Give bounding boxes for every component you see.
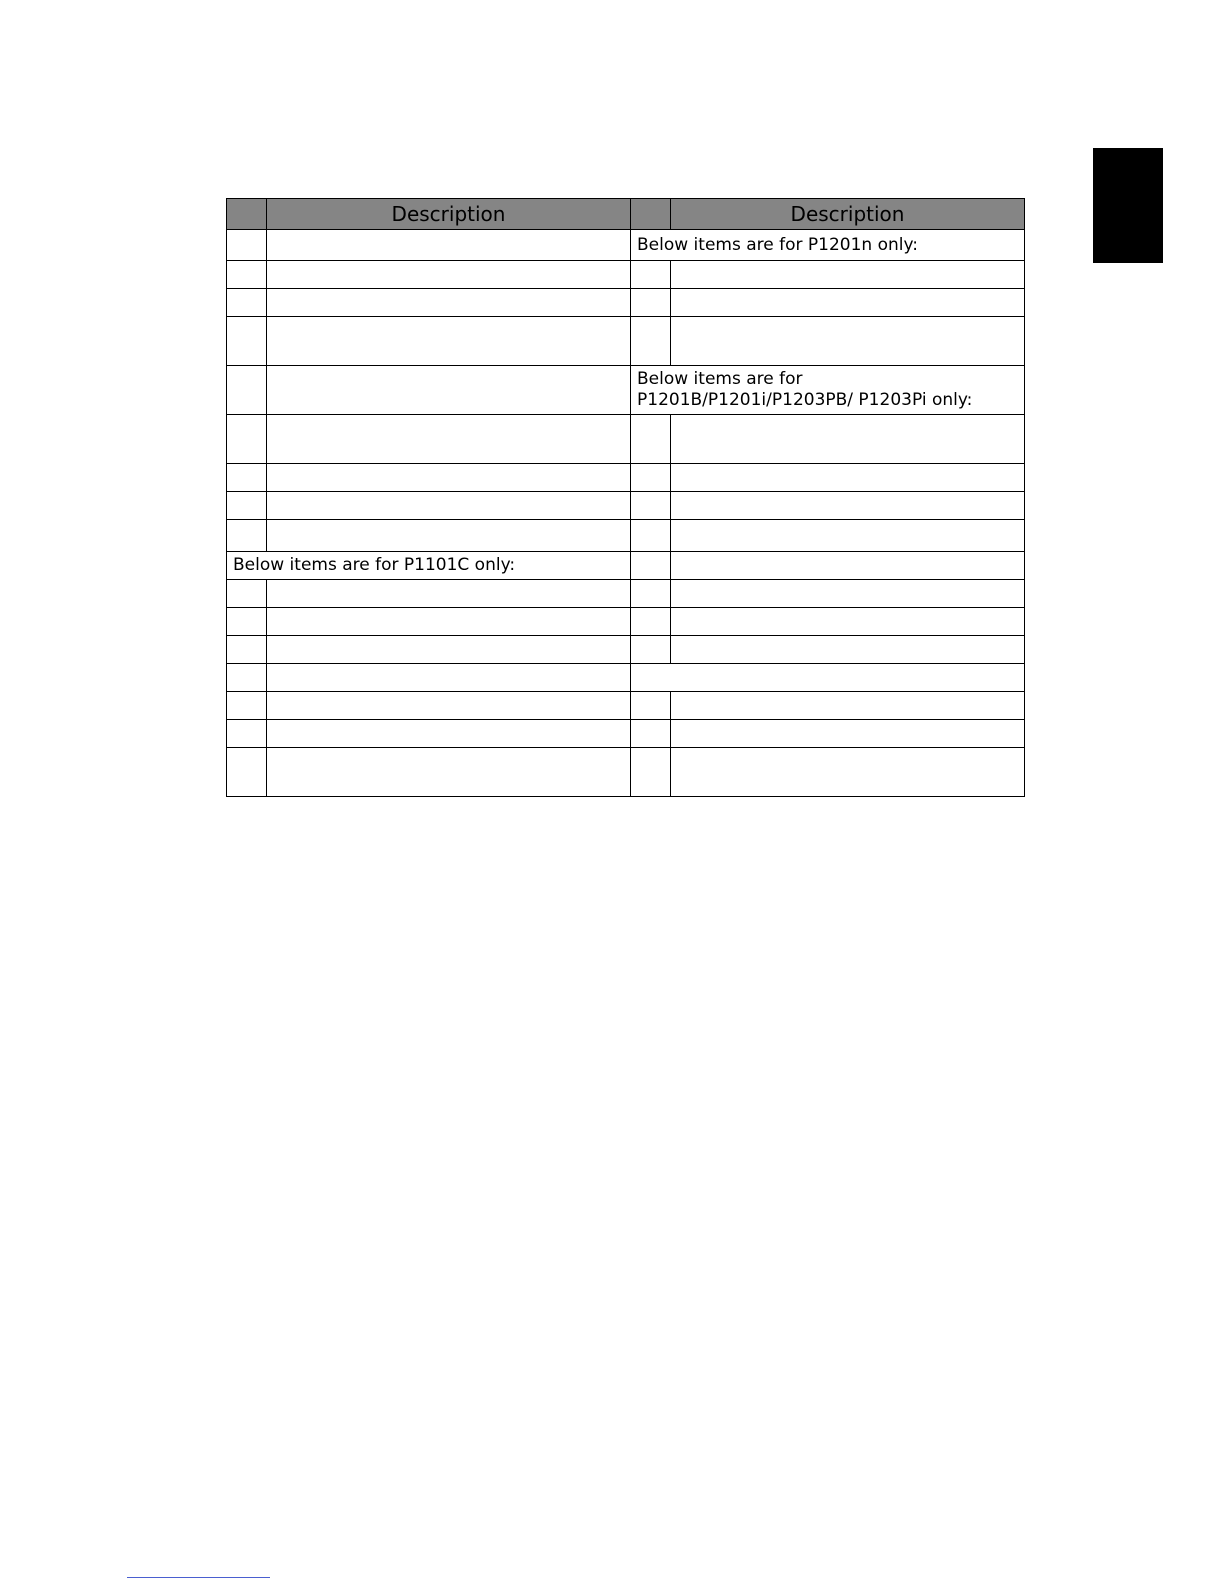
- table-row: [227, 415, 1025, 464]
- header-description-left: Description: [267, 199, 631, 230]
- header-no-right: [631, 199, 671, 230]
- table-row: [227, 720, 1025, 748]
- table-header-row: [227, 199, 1025, 230]
- table-row: [227, 317, 1025, 366]
- header-description-right: Description: [671, 199, 1025, 230]
- note-p1101c: Below items are for P1101C only:: [227, 552, 631, 580]
- table-row: [227, 748, 1025, 797]
- note-p1201b-group: Below items are for P1201B/P1201i/P1203PB/ P1203Pi only:: [631, 366, 1025, 415]
- note-p1201n: Below items are for P1201n only:: [631, 230, 1025, 261]
- table-row: [227, 230, 1025, 261]
- chapter-side-tab: [1093, 148, 1163, 263]
- table-row: [227, 608, 1025, 636]
- table-row: [227, 552, 1025, 580]
- table-row: [227, 636, 1025, 664]
- table-row: [227, 520, 1025, 552]
- table-row: [227, 289, 1025, 317]
- header-no-left: [227, 199, 267, 230]
- table-row: [227, 464, 1025, 492]
- table-row: [227, 692, 1025, 720]
- table-row: [227, 664, 1025, 692]
- table-row: [227, 492, 1025, 520]
- footer-link-underline: [127, 1577, 270, 1578]
- table-row: [227, 580, 1025, 608]
- table-row: [227, 366, 1025, 415]
- spec-table: [226, 198, 1025, 797]
- table-row: [227, 261, 1025, 289]
